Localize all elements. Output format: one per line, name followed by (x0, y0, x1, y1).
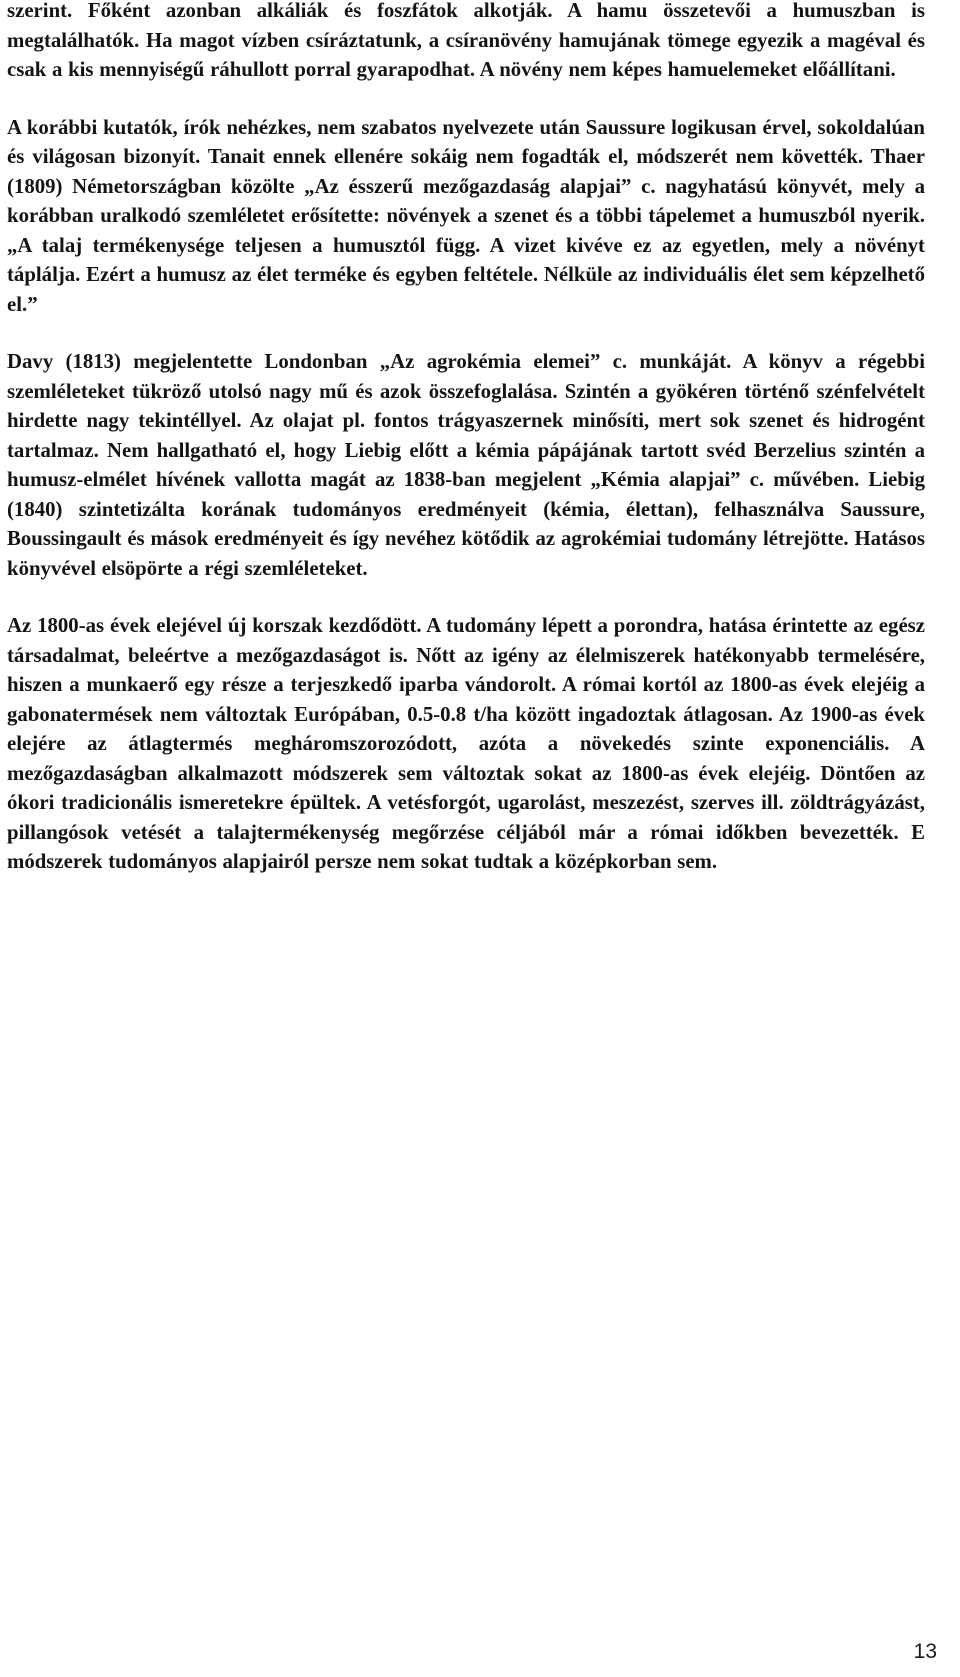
page-number: 13 (913, 1640, 937, 1663)
paragraph: Az 1800-as évek elejével új korszak kezdődött. A tudomány lépett a porondra, hatása érintette az egész társadalmat, beleértve a mezőgazdaságot is. Nőtt az igény az élelmiszerek hatékonyabb termelésére, hiszen a munkaerő egy része a terjeszkedő iparba vándorolt. A római kortól az 1800-as évek elejéig a gabonatermések nem változtak Európában, 0.5-0.8 t/ha között ingadoztak átlagosan. Az 1900-as évek elejére az átlagtermés megháromszorozódott, azóta a növekedés szinte exponenciális. A mezőgazdaságban alkalmazott módszerek sem változtak sokat az 1800-as évek elejéig. Döntően az ókori tradicionális ismeretekre épültek. A vetésforgót, ugarolást, meszezést, szerves ill. zöldtrágyázást, pillangósok vetését a talajtermékenység megőrzése céljából már a római időkben bevezették. E módszerek tudományos alapjairól persze nem sokat tudtak a középkorban sem. (7, 614, 925, 873)
paragraph: szerint. Főként azonban alkáliák és foszfátok alkotják. A hamu összetevői a humuszban is megtalálhatók. Ha magot vízben csíráztatunk, a csíranövény hamujának tömege egyezik a magéval és csak a kis mennyiségű ráhullott porral gyarapodhat. A növény nem képes hamuelemeket előállítani. (7, 0, 925, 81)
page-body (7, 0, 925, 905)
paragraph: Davy (1813) megjelentette Londonban „Az agrokémia elemei” c. munkáját. A könyv a régebbi szemléleteket tükröző utolsó nagy mű és azok összefoglalása. Szintén a gyökéren történő szénfelvételt hirdette nagy tekintéllyel. Az olajat pl. fontos trágyaszernek minősíti, mert sok szenet és hidrogént tartalmaz. Nem hallgatható el, hogy Liebig előtt a kémia pápájának tartott svéd Berzelius szintén a humusz-elmélet hívének vallotta magát az 1838-ban megjelent „Kémia alapjai” c. művében. Liebig (1840) szintetizálta korának tudományos eredményeit (kémia, élettan), felhasználva Saussure, Boussingault és mások eredményeit és így nevéhez kötődik az agrokémiai tudomány létrejötte. Hatásos könyvével elsöpörte a régi szemléleteket. (7, 350, 925, 580)
paragraph: A korábbi kutatók, írók nehézkes, nem szabatos nyelvezete után Saussure logikusan érvel, sokoldalúan és világosan bizonyít. Tanait ennek ellenére sokáig nem fogadták el, módszerét nem követték. Thaer (1809) Németországban közölte „Az ésszerű mezőgazdaság alapjai” c. nagyhatású könyvét, mely a korábban uralkodó szemléletet erősítette: növények a szenet és a többi tápelemet a humuszból nyerik. „A talaj termékenysége teljesen a humusztól függ. A vizet kivéve ez az egyetlen, mely a növényt táplálja. Ezért a humusz az élet terméke és egyben feltétele. Nélküle az individuális élet sem képzelhető el.” (7, 115, 925, 316)
